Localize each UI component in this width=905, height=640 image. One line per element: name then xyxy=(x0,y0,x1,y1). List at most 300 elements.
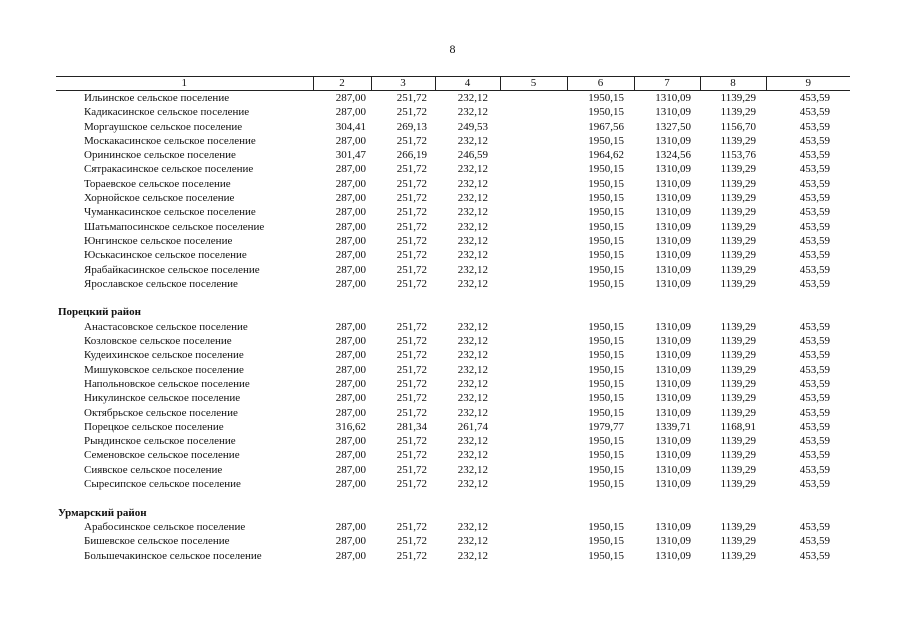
value-cell-col8: 1139,29 xyxy=(720,220,756,233)
value-cell-col5 xyxy=(500,448,567,462)
value-cell-col9: 453,59 xyxy=(799,520,830,533)
value-cell-col3: 251,72 xyxy=(396,335,427,348)
value-cell-col3: 266,19 xyxy=(396,149,427,162)
value-cell-col3: 251,72 xyxy=(396,463,427,476)
value-cell-col8: 1139,29 xyxy=(720,277,756,290)
column-header: 3 xyxy=(371,77,435,91)
value-cell-col6: 1950,15 xyxy=(588,406,624,419)
value-cell-col2: 287,00 xyxy=(335,206,366,219)
value-cell-col9: 453,59 xyxy=(799,392,830,405)
value-cell-col4: 232,12 xyxy=(457,377,488,390)
value-cell-col5 xyxy=(500,520,567,534)
value-cell-col6: 1979,77 xyxy=(588,420,624,433)
table-row xyxy=(56,549,850,563)
value-cell-col3: 251,72 xyxy=(396,478,427,491)
settlement-name: Хорнойское сельское поселение xyxy=(84,192,235,205)
value-cell-col2: 287,00 xyxy=(335,349,366,362)
value-cell-col6: 1950,15 xyxy=(588,363,624,376)
value-cell-col2: 287,00 xyxy=(335,92,366,104)
district-heading: Порецкий район xyxy=(58,306,141,319)
value-cell-col2: 287,00 xyxy=(335,106,366,119)
value-cell-col4: 232,12 xyxy=(457,106,488,119)
settlement-name: Тораевское сельское поселение xyxy=(84,177,231,190)
value-cell-col4: 232,12 xyxy=(457,192,488,205)
value-cell-col6: 1950,15 xyxy=(588,192,624,205)
value-cell-col3: 251,72 xyxy=(396,520,427,533)
district-heading-row xyxy=(56,506,850,520)
settlement-name: Ярославское сельское поселение xyxy=(84,277,238,290)
value-cell-col8: 1168,91 xyxy=(720,420,756,433)
value-cell-col4: 232,12 xyxy=(457,392,488,405)
value-cell-col3: 251,72 xyxy=(396,392,427,405)
value-cell-col3: 251,72 xyxy=(396,435,427,448)
value-cell-col9: 453,59 xyxy=(799,463,830,476)
value-cell-col5 xyxy=(500,477,567,491)
table-row xyxy=(56,120,850,134)
value-cell-col7: 1310,09 xyxy=(655,449,691,462)
value-cell-col8: 1139,29 xyxy=(720,335,756,348)
value-cell-col5 xyxy=(500,205,567,219)
value-cell-col9: 453,59 xyxy=(799,549,830,562)
value-cell-col3: 251,72 xyxy=(396,92,427,104)
value-cell-col2: 304,41 xyxy=(335,120,366,133)
district-heading: Урмарский район xyxy=(58,506,147,519)
value-cell-col3: 251,72 xyxy=(396,406,427,419)
value-cell-col9: 453,59 xyxy=(799,163,830,176)
value-cell-col4: 232,12 xyxy=(457,463,488,476)
table-header xyxy=(56,77,850,91)
value-cell-col8: 1153,76 xyxy=(720,149,756,162)
table-row xyxy=(56,348,850,362)
value-cell-col4: 232,12 xyxy=(457,335,488,348)
value-cell-col5 xyxy=(500,248,567,262)
value-cell-col6: 1950,15 xyxy=(588,249,624,262)
column-header: 5 xyxy=(500,77,567,91)
value-cell-col5 xyxy=(500,220,567,234)
table-row xyxy=(56,406,850,420)
value-cell-col2: 316,62 xyxy=(335,420,366,433)
value-cell-col4: 232,12 xyxy=(457,134,488,147)
value-cell-col3: 251,72 xyxy=(396,206,427,219)
value-cell-col4: 232,12 xyxy=(457,234,488,247)
value-cell-col8: 1139,29 xyxy=(720,363,756,376)
value-cell-col9: 453,59 xyxy=(799,363,830,376)
table-row xyxy=(56,520,850,534)
value-cell-col8: 1139,29 xyxy=(720,134,756,147)
value-cell-col5 xyxy=(500,234,567,248)
value-cell-col6: 1950,15 xyxy=(588,335,624,348)
value-cell-col8: 1139,29 xyxy=(720,520,756,533)
settlement-name: Кадикасинское сельское поселение xyxy=(84,106,250,119)
value-cell-col2: 287,00 xyxy=(335,220,366,233)
value-cell-col9: 453,59 xyxy=(799,420,830,433)
value-cell-col2: 287,00 xyxy=(335,134,366,147)
value-cell-col4: 249,53 xyxy=(457,120,488,133)
value-cell-col2: 287,00 xyxy=(335,335,366,348)
value-cell-col9: 453,59 xyxy=(799,263,830,276)
value-cell-col7: 1310,09 xyxy=(655,478,691,491)
value-cell-col9: 453,59 xyxy=(799,92,830,104)
value-cell-col7: 1324,56 xyxy=(655,149,691,162)
value-cell-col7: 1310,09 xyxy=(655,320,691,333)
table-row xyxy=(56,134,850,148)
spacer-row xyxy=(56,291,850,305)
value-cell-col8: 1139,29 xyxy=(720,449,756,462)
value-cell-col2: 287,00 xyxy=(335,549,366,562)
value-cell-col9: 453,59 xyxy=(799,149,830,162)
value-cell-col9: 453,59 xyxy=(799,320,830,333)
value-cell-col4: 232,12 xyxy=(457,249,488,262)
value-cell-col7: 1310,09 xyxy=(655,406,691,419)
value-cell-col6: 1967,56 xyxy=(588,120,624,133)
table-row xyxy=(56,162,850,176)
value-cell-col6: 1950,15 xyxy=(588,377,624,390)
value-cell-col5 xyxy=(500,549,567,563)
value-cell-col4: 232,12 xyxy=(457,163,488,176)
value-cell-col9: 453,59 xyxy=(799,349,830,362)
value-cell-col5 xyxy=(500,420,567,434)
table-row xyxy=(56,191,850,205)
table-row xyxy=(56,234,850,248)
value-cell-col3: 251,72 xyxy=(396,363,427,376)
value-cell-col3: 251,72 xyxy=(396,549,427,562)
table-row xyxy=(56,248,850,262)
value-cell-col8: 1139,29 xyxy=(720,435,756,448)
value-cell-col6: 1950,15 xyxy=(588,392,624,405)
value-cell-col2: 287,00 xyxy=(335,263,366,276)
value-cell-col8: 1139,29 xyxy=(720,320,756,333)
value-cell-col5 xyxy=(500,91,567,106)
value-cell-col2: 287,00 xyxy=(335,520,366,533)
value-cell-col7: 1310,09 xyxy=(655,463,691,476)
value-cell-col4: 232,12 xyxy=(457,206,488,219)
value-cell-col9: 453,59 xyxy=(799,234,830,247)
value-cell-col4: 232,12 xyxy=(457,549,488,562)
value-cell-col3: 251,72 xyxy=(396,249,427,262)
value-cell-col9: 453,59 xyxy=(799,106,830,119)
value-cell-col2: 287,00 xyxy=(335,320,366,333)
settlement-name: Моргаушское сельское поселение xyxy=(84,120,243,133)
table-row xyxy=(56,205,850,219)
value-cell-col6: 1964,62 xyxy=(588,149,624,162)
value-cell-col3: 251,72 xyxy=(396,106,427,119)
table-row xyxy=(56,334,850,348)
value-cell-col4: 232,12 xyxy=(457,277,488,290)
value-cell-col5 xyxy=(500,334,567,348)
table-row xyxy=(56,477,850,491)
value-cell-col4: 232,12 xyxy=(457,435,488,448)
value-cell-col2: 287,00 xyxy=(335,406,366,419)
table-row xyxy=(56,363,850,377)
value-cell-col4: 232,12 xyxy=(457,92,488,104)
settlement-name: Никулинское сельское поселение xyxy=(84,392,241,405)
value-cell-col6: 1950,15 xyxy=(588,206,624,219)
value-cell-col8: 1139,29 xyxy=(720,249,756,262)
value-cell-col7: 1310,09 xyxy=(655,106,691,119)
value-cell-col7: 1310,09 xyxy=(655,377,691,390)
value-cell-col4: 232,12 xyxy=(457,478,488,491)
column-header: 2 xyxy=(313,77,371,91)
value-cell-col3: 251,72 xyxy=(396,320,427,333)
table-row xyxy=(56,148,850,162)
value-cell-col5 xyxy=(500,320,567,334)
value-cell-col5 xyxy=(500,191,567,205)
value-cell-col7: 1310,09 xyxy=(655,520,691,533)
settlement-name: Сятракасинское сельское поселение xyxy=(84,163,254,176)
value-cell-col8: 1139,29 xyxy=(720,478,756,491)
settlement-name: Чуманкасинское сельское поселение xyxy=(84,206,256,219)
value-cell-col4: 232,12 xyxy=(457,406,488,419)
value-cell-col7: 1310,09 xyxy=(655,535,691,548)
settlement-name: Юнгинское сельское поселение xyxy=(84,234,233,247)
value-cell-col6: 1950,15 xyxy=(588,449,624,462)
value-cell-col8: 1139,29 xyxy=(720,177,756,190)
spacer-row xyxy=(56,491,850,505)
value-cell-col7: 1310,09 xyxy=(655,177,691,190)
value-cell-col7: 1310,09 xyxy=(655,134,691,147)
value-cell-col2: 301,47 xyxy=(335,149,366,162)
value-cell-col9: 453,59 xyxy=(799,406,830,419)
value-cell-col7: 1310,09 xyxy=(655,435,691,448)
value-cell-col8: 1139,29 xyxy=(720,406,756,419)
value-cell-col7: 1310,09 xyxy=(655,263,691,276)
value-cell-col5 xyxy=(500,348,567,362)
column-header: 7 xyxy=(634,77,700,91)
value-cell-col8: 1139,29 xyxy=(720,549,756,562)
settlement-name: Большечакинское сельское поселение xyxy=(84,549,262,562)
value-cell-col2: 287,00 xyxy=(335,478,366,491)
settlement-name: Орининское сельское поселение xyxy=(84,149,236,162)
value-cell-col4: 232,12 xyxy=(457,263,488,276)
column-header: 4 xyxy=(435,77,500,91)
value-cell-col6: 1950,15 xyxy=(588,349,624,362)
settlement-name: Ильинское сельское поселение xyxy=(84,92,230,104)
tariff-table xyxy=(56,76,850,563)
value-cell-col5 xyxy=(500,363,567,377)
value-cell-col7: 1310,09 xyxy=(655,220,691,233)
table-row xyxy=(56,220,850,234)
settlement-name: Напольновское сельское поселение xyxy=(84,377,250,390)
table-row xyxy=(56,391,850,405)
table-row xyxy=(56,105,850,119)
value-cell-col3: 251,72 xyxy=(396,177,427,190)
value-cell-col3: 281,34 xyxy=(396,420,427,433)
value-cell-col2: 287,00 xyxy=(335,535,366,548)
value-cell-col3: 251,72 xyxy=(396,163,427,176)
value-cell-col4: 232,12 xyxy=(457,520,488,533)
value-cell-col6: 1950,15 xyxy=(588,478,624,491)
value-cell-col8: 1139,29 xyxy=(720,192,756,205)
value-cell-col2: 287,00 xyxy=(335,463,366,476)
value-cell-col5 xyxy=(500,463,567,477)
table-row xyxy=(56,463,850,477)
value-cell-col3: 251,72 xyxy=(396,277,427,290)
value-cell-col9: 453,59 xyxy=(799,249,830,262)
table-row xyxy=(56,263,850,277)
settlement-name: Мишуковское сельское поселение xyxy=(84,363,244,376)
value-cell-col7: 1310,09 xyxy=(655,206,691,219)
settlement-name: Анастасовское сельское поселение xyxy=(84,320,248,333)
value-cell-col5 xyxy=(500,406,567,420)
value-cell-col7: 1339,71 xyxy=(655,420,691,433)
settlement-name: Кудеихинское сельское поселение xyxy=(84,349,244,362)
settlement-name: Шатьмапосинское сельское поселение xyxy=(84,220,265,233)
value-cell-col3: 251,72 xyxy=(396,263,427,276)
table-row xyxy=(56,448,850,462)
value-cell-col3: 251,72 xyxy=(396,234,427,247)
value-cell-col3: 251,72 xyxy=(396,377,427,390)
value-cell-col4: 232,12 xyxy=(457,535,488,548)
value-cell-col6: 1950,15 xyxy=(588,320,624,333)
header-row xyxy=(56,77,850,91)
value-cell-col5 xyxy=(500,277,567,291)
value-cell-col5 xyxy=(500,134,567,148)
column-header: 9 xyxy=(766,77,850,91)
value-cell-col2: 287,00 xyxy=(335,177,366,190)
settlement-name: Октябрьское сельское поселение xyxy=(84,406,238,419)
value-cell-col9: 453,59 xyxy=(799,277,830,290)
value-cell-col2: 287,00 xyxy=(335,435,366,448)
value-cell-col9: 453,59 xyxy=(799,478,830,491)
value-cell-col5 xyxy=(500,177,567,191)
table-row xyxy=(56,91,850,106)
settlement-name: Бишевское сельское поселение xyxy=(84,535,230,548)
value-cell-col9: 453,59 xyxy=(799,377,830,390)
value-cell-col2: 287,00 xyxy=(335,363,366,376)
value-cell-col5 xyxy=(500,162,567,176)
value-cell-col7: 1310,09 xyxy=(655,335,691,348)
settlement-name: Семеновское сельское поселение xyxy=(84,449,240,462)
settlement-name: Козловское сельское поселение xyxy=(84,335,232,348)
value-cell-col7: 1310,09 xyxy=(655,363,691,376)
value-cell-col6: 1950,15 xyxy=(588,177,624,190)
value-cell-col5 xyxy=(500,434,567,448)
value-cell-col4: 232,12 xyxy=(457,349,488,362)
value-cell-col8: 1139,29 xyxy=(720,349,756,362)
settlement-name: Сыресипское сельское поселение xyxy=(84,478,241,491)
value-cell-col5 xyxy=(500,377,567,391)
value-cell-col4: 246,59 xyxy=(457,149,488,162)
settlement-name: Арабосинское сельское поселение xyxy=(84,520,246,533)
value-cell-col6: 1950,15 xyxy=(588,234,624,247)
table-row xyxy=(56,377,850,391)
value-cell-col9: 453,59 xyxy=(799,535,830,548)
value-cell-col7: 1310,09 xyxy=(655,192,691,205)
value-cell-col9: 453,59 xyxy=(799,120,830,133)
table-body xyxy=(56,91,850,563)
value-cell-col7: 1310,09 xyxy=(655,549,691,562)
value-cell-col8: 1139,29 xyxy=(720,263,756,276)
value-cell-col3: 269,13 xyxy=(396,120,427,133)
table-row xyxy=(56,320,850,334)
settlement-name: Порецкое сельское поселение xyxy=(84,420,224,433)
value-cell-col8: 1139,29 xyxy=(720,463,756,476)
value-cell-col2: 287,00 xyxy=(335,449,366,462)
value-cell-col5 xyxy=(500,120,567,134)
value-cell-col6: 1950,15 xyxy=(588,520,624,533)
value-cell-col5 xyxy=(500,391,567,405)
value-cell-col3: 251,72 xyxy=(396,349,427,362)
value-cell-col5 xyxy=(500,534,567,548)
value-cell-col4: 232,12 xyxy=(457,220,488,233)
value-cell-col7: 1310,09 xyxy=(655,163,691,176)
value-cell-col8: 1139,29 xyxy=(720,92,756,104)
value-cell-col8: 1139,29 xyxy=(720,535,756,548)
value-cell-col2: 287,00 xyxy=(335,377,366,390)
value-cell-col7: 1327,50 xyxy=(655,120,691,133)
district-heading-row xyxy=(56,305,850,319)
value-cell-col3: 251,72 xyxy=(396,220,427,233)
value-cell-col7: 1310,09 xyxy=(655,349,691,362)
value-cell-col9: 453,59 xyxy=(799,449,830,462)
value-cell-col7: 1310,09 xyxy=(655,392,691,405)
value-cell-col7: 1310,09 xyxy=(655,92,691,104)
value-cell-col2: 287,00 xyxy=(335,163,366,176)
value-cell-col6: 1950,15 xyxy=(588,163,624,176)
value-cell-col9: 453,59 xyxy=(799,206,830,219)
value-cell-col9: 453,59 xyxy=(799,335,830,348)
value-cell-col7: 1310,09 xyxy=(655,249,691,262)
value-cell-col6: 1950,15 xyxy=(588,106,624,119)
value-cell-col2: 287,00 xyxy=(335,392,366,405)
value-cell-col4: 261,74 xyxy=(457,420,488,433)
value-cell-col8: 1139,29 xyxy=(720,392,756,405)
value-cell-col9: 453,59 xyxy=(799,220,830,233)
value-cell-col6: 1950,15 xyxy=(588,263,624,276)
settlement-name: Москакасинское сельское поселение xyxy=(84,134,256,147)
value-cell-col6: 1950,15 xyxy=(588,92,624,104)
value-cell-col3: 251,72 xyxy=(396,535,427,548)
table-row xyxy=(56,177,850,191)
value-cell-col9: 453,59 xyxy=(799,134,830,147)
value-cell-col3: 251,72 xyxy=(396,134,427,147)
value-cell-col5 xyxy=(500,148,567,162)
value-cell-col8: 1139,29 xyxy=(720,163,756,176)
value-cell-col6: 1950,15 xyxy=(588,463,624,476)
value-cell-col3: 251,72 xyxy=(396,449,427,462)
column-header: 1 xyxy=(56,77,313,91)
value-cell-col8: 1139,29 xyxy=(720,106,756,119)
value-cell-col4: 232,12 xyxy=(457,320,488,333)
settlement-name: Ярабайкасинское сельское поселение xyxy=(84,263,260,276)
table-row xyxy=(56,277,850,291)
settlement-name: Сиявское сельское поселение xyxy=(84,463,223,476)
value-cell-col6: 1950,15 xyxy=(588,220,624,233)
value-cell-col9: 453,59 xyxy=(799,435,830,448)
value-cell-col5 xyxy=(500,105,567,119)
value-cell-col8: 1139,29 xyxy=(720,206,756,219)
table-row xyxy=(56,420,850,434)
table-row xyxy=(56,534,850,548)
value-cell-col3: 251,72 xyxy=(396,192,427,205)
value-cell-col2: 287,00 xyxy=(335,249,366,262)
value-cell-col2: 287,00 xyxy=(335,234,366,247)
value-cell-col8: 1139,29 xyxy=(720,234,756,247)
settlement-name: Юськасинское сельское поселение xyxy=(84,249,247,262)
page-number: 8 xyxy=(449,42,456,56)
value-cell-col4: 232,12 xyxy=(457,177,488,190)
value-cell-col4: 232,12 xyxy=(457,449,488,462)
value-cell-col6: 1950,15 xyxy=(588,435,624,448)
value-cell-col8: 1139,29 xyxy=(720,377,756,390)
value-cell-col9: 453,59 xyxy=(799,177,830,190)
column-header: 6 xyxy=(567,77,634,91)
value-cell-col7: 1310,09 xyxy=(655,234,691,247)
value-cell-col6: 1950,15 xyxy=(588,535,624,548)
table-row xyxy=(56,434,850,448)
settlement-name: Рындинское сельское поселение xyxy=(84,435,236,448)
value-cell-col2: 287,00 xyxy=(335,277,366,290)
